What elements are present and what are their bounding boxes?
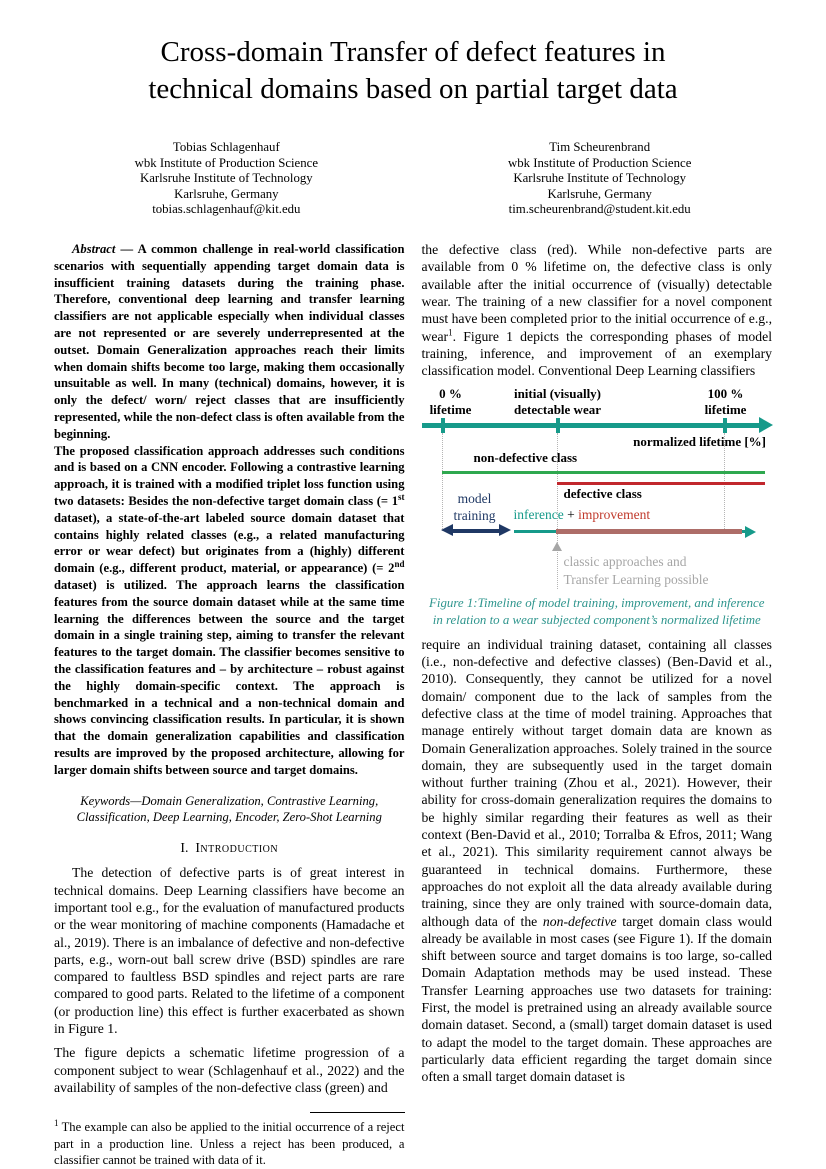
keywords: Keywords—Domain Generalization, Contrastive Learning, Classification, Deep Learning, Encoder, Zero-Shot Learning (76, 793, 382, 824)
author-block-left (54, 140, 399, 217)
author-name: Tobias Schlagenhauf (172, 140, 280, 154)
body-text: require an individual training dataset, containing all classes (i.e., non-defective and defective classes) (Ben-David et al., 2010). Consequently, they cannot be utilized for a novel domain/ component due to the lack of samples from the defective class at the time of model training. Approaches that manage entirely without target domain data are known as Domain Generalization approaches. Solely trained in the source domain, they are subsequently used in the target domain without further training (Zhou et al., 2021). However, their ability for cross-domain generalization requires the domains to be highly similar regarding their features as well as their context (Ben-David et al., 2010; Torralba & Efros, 2011; Wang et al., 2021). This similarity requirement cannot always be guaranteed in technical domains. Furthermore, these approaches do not exploit all the data already available during training, since they are only trained with source-domain data, although data of the (421, 636, 772, 929)
author-affiliation: Karlsruhe Institute of Technology (513, 171, 687, 186)
axis-label-initial-wear (486, 386, 630, 417)
intro-paragraph-2: The figure depicts a schematic lifetime progression of a component subject to wear (Schlagenhauf et al., 2022) and the availability of samples of the non-defective class (green) and (54, 1045, 405, 1095)
author-block-right (427, 140, 772, 217)
defective-class-line (557, 482, 765, 485)
axis-label-text: lifetime (429, 401, 472, 417)
author-blocks (54, 140, 772, 217)
classic-approaches-label (564, 553, 709, 589)
abstract-text: The proposed classification approach addresses such conditions and is based on a CNN encoder. Following a contrastive learning approach, it is trained with a modified triplet loss function using two datasets: Besides the non-defective target domain class (= 1 (54, 443, 405, 508)
body-text-italic: non-defective (542, 913, 617, 929)
timeline-arrowhead-icon (759, 417, 773, 433)
author-name: Tim Scheurenbrand (549, 140, 651, 154)
abstract-paragraph-2 (54, 443, 405, 779)
two-column-body (54, 241, 772, 1168)
model-training-label (438, 490, 512, 524)
section-heading-introduction (54, 840, 405, 856)
abstract-text: — A common challenge in real-world classification scenarios with sequentially appending target domain data is insufficient training datasets during the training phase. Therefore, conventional deep learning and transfer learning classifiers are not applicable especially when individual classes are not represented or are severely underrepresented at the outset. Domain Generalization approaches reach their limits when domain shifts become too large, making them occasionally unsuitable as well. In many (technical) domains, however, it is only the defect/ worn/ reject classes that are insufficiently represented, while the non-defect class is often available from the beginning. (54, 242, 405, 441)
paper-title-line2: technical domains based on partial target data (148, 73, 678, 105)
author-email: tobias.schlagenhauf@kit.edu (152, 201, 301, 216)
paper-title-line1: Cross-domain Transfer of defect features in (160, 36, 666, 68)
model-training-text: model (457, 491, 492, 507)
left-column (54, 241, 405, 1168)
author-location: Karlsruhe, Germany (174, 186, 279, 201)
intro-paragraph-1: The detection of defective parts is of great interest in technical domains. Deep Learning classifiers have become an important tool e.g., for the evaluation of manufactured products or the wear monitoring of machine components (Hamadache et al., 2019). There is an imbalance of defective and non-defective parts, e.g., worn-out ball screw drive (BSD) spindles are rare compared to faultless BSD spindles and reject parts are rare compared to good parts. Related to the lifetime of a component (or production line) this effect is further exacerbated as shown in Figure 1. (54, 865, 405, 1036)
section-title: Introduction (195, 840, 279, 856)
author-affiliation: wbk Institute of Production Science (507, 156, 692, 171)
footnote-text: The example can also be applied to the initial occurrence of a reject part in a production line. Unless a reject has been produced, a classifier cannot be trained with data of it. (54, 1120, 405, 1167)
abstract-text: dataset), a state-of-the-art labeled source domain dataset that contains highly related classes (e.g., a related manufacturing error or wear defect) but originates from a (highly) different domain (e.g., different product, material, or appearance) (= 2 (54, 510, 405, 576)
footnote-rule (310, 1112, 405, 1113)
axis-label-text: lifetime (704, 401, 747, 417)
defective-class-label: defective class (563, 486, 642, 502)
section-number: I. (180, 840, 189, 856)
axis-label-text: 100 % (707, 386, 744, 402)
footnote-marker: 1 (54, 1118, 59, 1128)
body-text: the defective class (red). While non-defective parts are available from 0 % lifetime on, the defective class is only available after the initial occurrence of (visually) detectable wear. The training of a new classifier for a novel component must have been completed prior to the initial occurrence of e.g., wear (421, 242, 772, 344)
axis-label-100-percent (690, 386, 762, 417)
author-affiliation: wbk Institute of Production Science (134, 156, 318, 171)
abstract-label: Abstract (72, 242, 116, 257)
tick-initial-wear (556, 418, 560, 433)
classic-approaches-text: classic approaches and (563, 554, 687, 570)
classic-approaches-text: Transfer Learning possible (563, 572, 709, 588)
footnote-reference: 1 (448, 326, 453, 337)
abstract-paragraph-1 (54, 241, 405, 443)
model-training-text: training (453, 508, 496, 524)
inference-arrowhead-icon (745, 526, 756, 538)
tick-100-percent (723, 418, 727, 433)
axis-label-text: detectable wear (514, 401, 601, 417)
model-training-arrow-line (453, 529, 500, 533)
paper-title (54, 34, 772, 108)
inference-text: inference (513, 507, 564, 523)
timeline-axis-line (422, 423, 760, 428)
figure-1-caption: Figure 1:Timeline of model training, improvement, and inference in relation to a wear subjected component’s normalized lifetime (429, 596, 765, 627)
figure-1-timeline-diagram (422, 386, 773, 589)
axis-label-text: 0 % (439, 386, 462, 402)
axis-label-0-percent (418, 386, 484, 417)
body-paragraph-continued (422, 241, 773, 379)
plus-text: + (563, 507, 579, 523)
improvement-text: improvement (578, 507, 651, 523)
inference-improvement-label (514, 507, 651, 523)
abstract (54, 241, 405, 779)
axis-label-text: initial (visually) (513, 386, 602, 402)
normalized-lifetime-label: normalized lifetime [%] (633, 434, 766, 450)
right-column (422, 241, 773, 1168)
footnote (54, 1119, 405, 1168)
superscript-st: st (398, 491, 405, 502)
non-defective-class-line (442, 471, 765, 474)
body-paragraph-after-figure (422, 636, 773, 1086)
superscript-nd: nd (394, 558, 405, 569)
improvement-overlay-bar (556, 529, 742, 534)
abstract-text: dataset) is utilized. The approach learns the classification features from the source domain dataset while at the same time learning the differences between the source and the target domain in a single training step, aiming to transfer the relevant features to the target domain. The classifier becomes sensitive to the classification features and – by architecture – robust against the highly domain-specific context. The approach is benchmarked in a technical and a non-technical domain and shows convincing classification results. In particular, it is shown that the domain generalization capabilities and classification results are improved by the proposed architecture, allowing for larger domain shifts between source and target domains. (54, 577, 405, 777)
author-email: tim.scheurenbrand@student.kit.edu (508, 201, 691, 216)
author-affiliation: Karlsruhe Institute of Technology (139, 171, 313, 186)
body-text: . Figure 1 depicts the corresponding phases of model training, inference, and improvement of an exemplary classification model. Conventional Deep Learning classifiers (421, 328, 772, 379)
body-text: target domain class would already be available in most cases (see Figure 1). If the domain shift between source and target domains is too large, so-called Domain Adaptation methods may be used instead. These Transfer Learning approaches use two datasets for training: First, the model is pretrained using an already available source domain dataset. Second, a (small) target domain dataset is used to adapt the model to the target domain. These approaches are particularly data efficient regarding the target domain since often a small target domain dataset is (421, 913, 772, 1085)
tick-0-percent (441, 418, 445, 433)
author-location: Karlsruhe, Germany (547, 186, 652, 201)
classic-approaches-arrow-up-icon (552, 542, 562, 551)
non-defective-class-label: non-defective class (473, 450, 578, 466)
model-training-arrowhead-left-icon (441, 524, 453, 536)
model-training-arrowhead-right-icon (499, 524, 511, 536)
